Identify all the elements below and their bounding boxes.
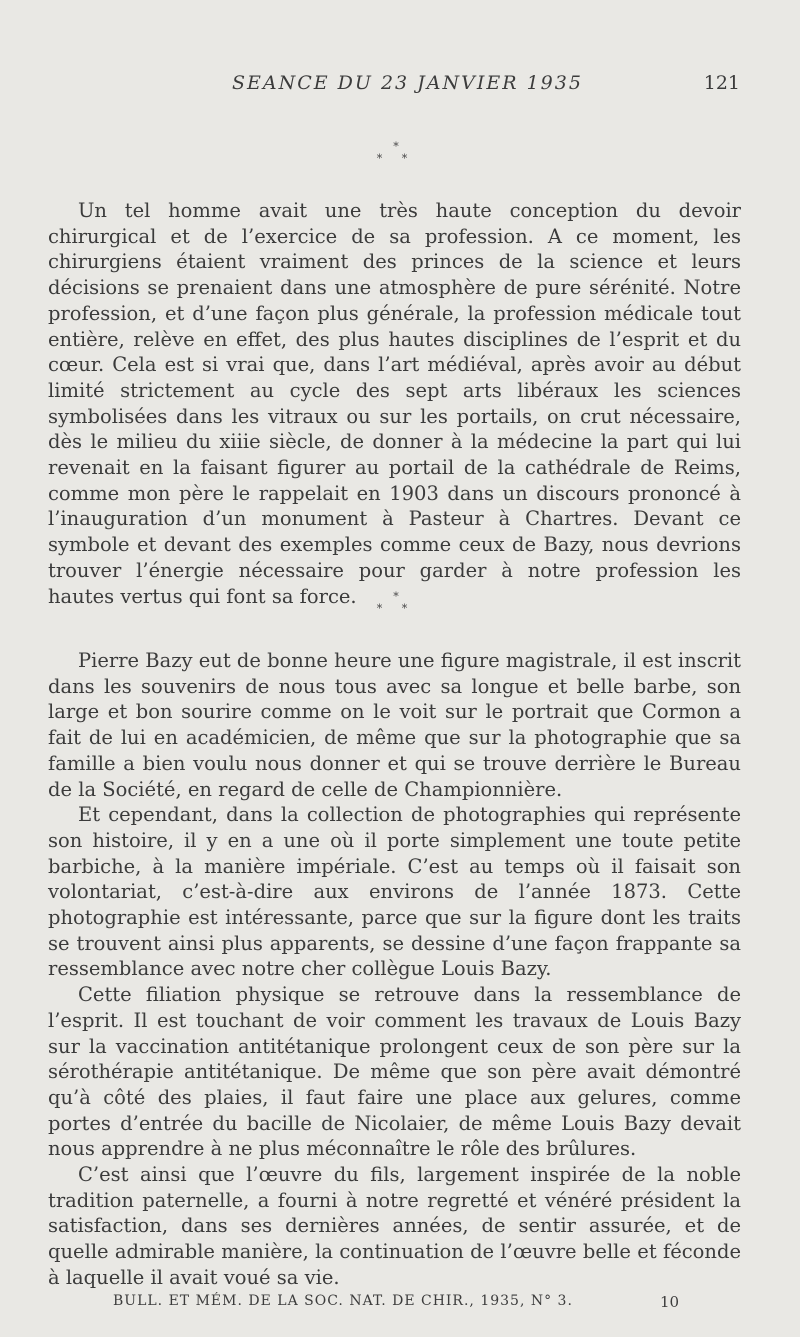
- journal-reference: BULL. ET MÉM. DE LA SOC. NAT. DE CHIR., 1935, N° 3.: [113, 1293, 573, 1309]
- paragraph: Pierre Bazy eut de bonne heure une figure magistrale, il est inscrit dans les souvenirs de nous tous avec sa longue et belle barbe, son large et bon sourire comme on le voit sur le portrait que Cormon a fait de lui en académicien, de même que sur la photographie que sa famille a bien voulu nous donner et qui se trouve derrière le Bureau de la Société, en regard de celle de Championnière.: [48, 649, 742, 801]
- asterism-bottom: * *: [376, 602, 416, 615]
- paragraph: Cette filiation physique se retrouve dans la ressemblance de l’esprit. Il est touchant de voir comment les travaux de Louis Bazy sur la vaccination antitétanique prolongent ceux de son père sur la sérothérapie antitétanique. De même que son père avait démontré qu’à côté des plaies, il faut faire une place aux gelures, comme portes d’entrée du bacille de Nicolaier, de même Louis Bazy devait nous apprendre à ne plus méconnaître le rôle des brûlures.: [48, 983, 741, 1161]
- page-header: [0, 72, 800, 100]
- asterism-top: *: [393, 590, 399, 603]
- asterism-separator: [376, 141, 416, 165]
- asterism-bottom: * *: [376, 152, 416, 165]
- paragraph: C’est ainsi que l’œuvre du fils, largement inspirée de la noble tradition paternelle, a fourni à notre regretté et vénéré président la satisfaction, dans ses dernières années, de sentir assurée, et de quelle admirable manière, la continuation de l’œuvre belle et féconde à laquelle il avait voué sa vie.: [48, 1163, 741, 1289]
- section-two-text: [48, 648, 741, 1291]
- page-footer: [0, 1293, 800, 1315]
- asterism-top: *: [393, 140, 399, 153]
- signature-mark: 10: [660, 1293, 680, 1311]
- asterism-separator: [376, 591, 416, 615]
- paragraph: Un tel homme avait une très haute conception du devoir chirurgical et de l’exercice de sa profession. A ce moment, les chirurgiens étaient vraiment des princes de la science et leurs décisions se prenaient dans une atmosphère de pure sérénité. Notre profession, et d’une façon plus générale, la profession médicale tout entière, relève en effet, des plus hautes disciplines de l’esprit et du cœur. Cela est si vrai que, dans l’art médiéval, après avoir au début limité strictement au cycle des sept arts libéraux les sciences symbolisées dans les vitraux ou sur les portails, on crut nécessaire, dès le milieu du xiiie siècle, de donner à la médecine la part qui lui revenait en la faisant figurer au portail de la cathédrale de Reims, comme mon père le rappelait en 1903 dans un discours prononcé à l’inauguration d’un monument à Pasteur à Chartres. Devant ce symbole et devant des exemples comme ceux de Bazy, nous devrions trouver l’énergie nécessaire pour garder à notre profession les hautes vertus qui font sa force.: [48, 199, 741, 608]
- section-one-text: [48, 198, 741, 609]
- page-number: 121: [703, 72, 740, 94]
- running-head: SEANCE DU 23 JANVIER 1935: [232, 72, 583, 94]
- paragraph: Et cependant, dans la collection de photographies qui représente son histoire, il y en a une où il porte simplement une toute petite barbiche, à la manière impériale. C’est au temps où il faisait son volontariat, c’est-à-dire aux environs de l’année 1873. Cette photographie est intéressante, parce que sur la figure dont les traits se trouvent ainsi plus apparents, se dessine d’une façon frappante sa ressemblance avec notre cher collègue Louis Bazy.: [48, 803, 741, 981]
